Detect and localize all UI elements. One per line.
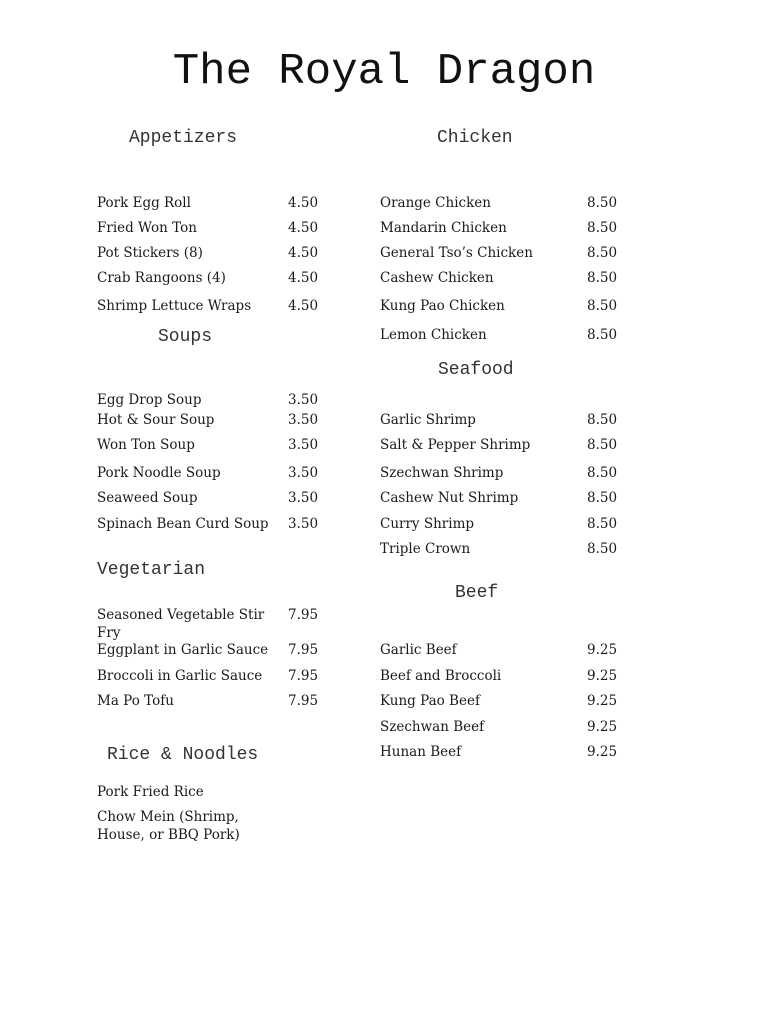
menu-item-price: 8.50 (587, 412, 618, 428)
menu-item-price: 4.50 (288, 270, 319, 286)
menu-item-name: Spinach Bean Curd Soup (97, 516, 269, 532)
menu-item-price: 9.25 (587, 744, 618, 760)
menu-item-price: 7.95 (288, 607, 319, 623)
menu-item-name: Ma Po Tofu (97, 693, 174, 709)
menu-item-price: 8.50 (587, 245, 618, 261)
menu-item-name: Hot & Sour Soup (97, 412, 215, 428)
menu-item-price: 4.50 (288, 245, 319, 261)
menu-item-price: 4.50 (288, 220, 319, 236)
menu-item-price: 8.50 (587, 465, 618, 481)
menu-item-price: 9.25 (587, 719, 618, 735)
menu-item-name: Kung Pao Chicken (380, 298, 505, 314)
menu-item-price: 4.50 (288, 298, 319, 314)
menu-item-price: 8.50 (587, 490, 618, 506)
menu-item-name: Mandarin Chicken (380, 220, 507, 236)
menu-item-price: 9.25 (587, 693, 618, 709)
menu-item-name: Pork Noodle Soup (97, 465, 221, 481)
menu-item-name: Fried Won Ton (97, 220, 197, 236)
menu-item-name: Beef and Broccoli (380, 668, 502, 684)
menu-item-name: Cashew Chicken (380, 270, 494, 286)
vegetarian-heading: Vegetarian (97, 560, 206, 580)
menu-item-price: 8.50 (587, 327, 618, 343)
menu-item-price: 3.50 (288, 516, 319, 532)
menu-item-price: 7.95 (288, 668, 319, 684)
menu-item-price: 8.50 (587, 195, 618, 211)
menu-item-name: Garlic Beef (380, 642, 457, 658)
menu-item-price: 8.50 (587, 298, 618, 314)
menu-item-name: Orange Chicken (380, 195, 491, 211)
menu-item-name: Eggplant in Garlic Sauce (97, 642, 269, 658)
menu-item-price: 8.50 (587, 541, 618, 557)
menu-item-price: 3.50 (288, 412, 319, 428)
menu-item-price: 3.50 (288, 465, 319, 481)
menu-item-price: 8.50 (587, 437, 618, 453)
menu-item-price: 3.50 (288, 392, 319, 408)
menu-item-price: 4.50 (288, 195, 319, 211)
menu-item-name: Lemon Chicken (380, 327, 487, 343)
menu-item-price: 3.50 (288, 437, 319, 453)
rice-noodles-heading: Rice & Noodles (107, 745, 259, 765)
menu-item-name: Cashew Nut Shrimp (380, 490, 519, 506)
menu-item-name: Kung Pao Beef (380, 693, 480, 709)
menu-item-price: 8.50 (587, 220, 618, 236)
menu-item-price: 7.95 (288, 693, 319, 709)
menu-item-name: Broccoli in Garlic Sauce (97, 668, 263, 684)
beef-heading: Beef (455, 583, 499, 603)
menu-item-price: 9.25 (587, 668, 618, 684)
menu-item-name: Seaweed Soup (97, 490, 198, 506)
menu-item-name: Szechwan Beef (380, 719, 485, 735)
menu-item-name: Shrimp Lettuce Wraps (97, 298, 252, 314)
menu-item-name: Hunan Beef (380, 744, 462, 760)
menu-item-name: Curry Shrimp (380, 516, 475, 532)
menu-item-name: General Tso’s Chicken (380, 245, 533, 261)
menu-item-name: Seasoned Vegetable Stir Fry (97, 607, 265, 641)
menu-item-price: 8.50 (587, 270, 618, 286)
menu-item-name: Pork Egg Roll (97, 195, 191, 211)
menu-item-name: Won Ton Soup (97, 437, 195, 453)
menu-item-name: Pork Fried Rice (97, 784, 204, 800)
appetizers-heading: Appetizers (129, 128, 238, 148)
menu-item-price: 7.95 (288, 642, 319, 658)
menu-item-name: Egg Drop Soup (97, 392, 202, 408)
menu-item-name: Crab Rangoons (4) (97, 270, 226, 286)
chicken-heading: Chicken (437, 128, 513, 148)
menu-item-name: Salt & Pepper Shrimp (380, 437, 531, 453)
menu-item-name: Szechwan Shrimp (380, 465, 504, 481)
menu-item-price: 3.50 (288, 490, 319, 506)
soups-heading: Soups (158, 327, 213, 347)
menu-item-price: 8.50 (587, 516, 618, 532)
menu-title: The Royal Dragon (172, 47, 596, 97)
menu-item-price: 9.25 (587, 642, 618, 658)
menu-item-name: Garlic Shrimp (380, 412, 476, 428)
menu-item-name: Chow Mein (Shrimp, House, or BBQ Pork) (97, 809, 240, 843)
seafood-heading: Seafood (438, 360, 514, 380)
menu-item-name: Triple Crown (380, 541, 471, 557)
menu-item-name: Pot Stickers (8) (97, 245, 203, 261)
